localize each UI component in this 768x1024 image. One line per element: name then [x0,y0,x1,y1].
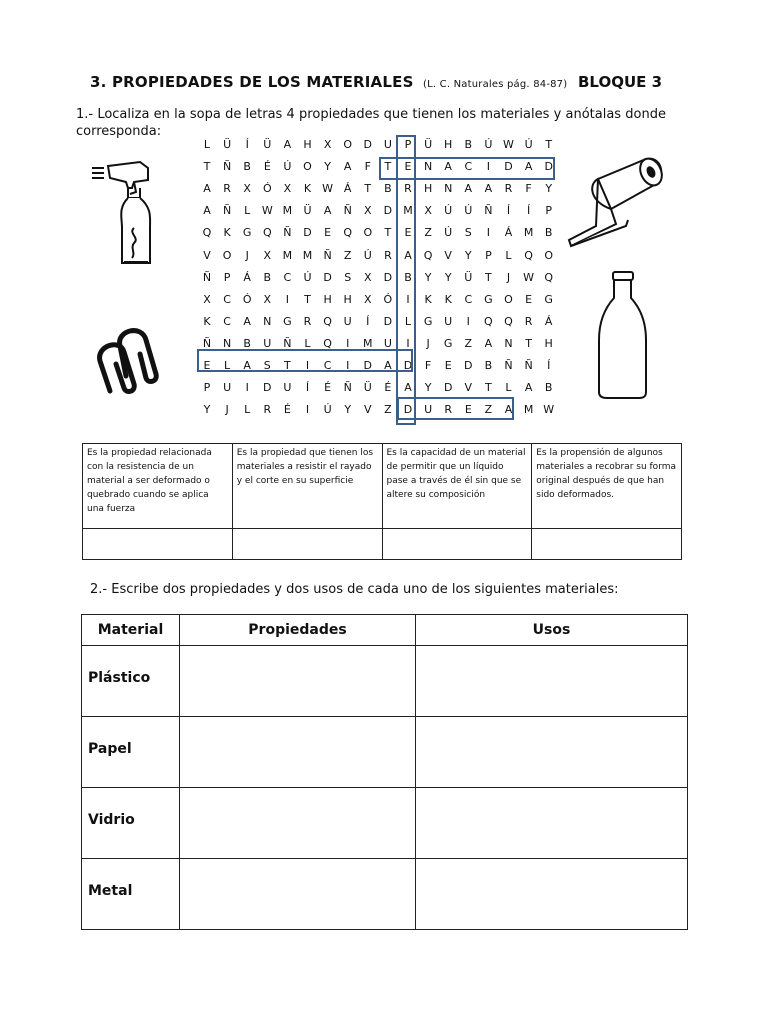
grid-letter: Ó [383,292,393,306]
grid-letter: Ñ [343,204,352,218]
grid-letter: I [305,359,310,372]
grid-letter: P [223,270,231,284]
grid-letter: E [324,226,332,240]
grid-letter: Í [547,359,551,372]
grid-letter: O [222,248,232,262]
grid-letter: O [504,292,513,306]
grid-letter: D [303,226,312,240]
grid-letter: B [263,270,272,284]
title-text: 3. PROPIEDADES DE LOS MATERIALES [90,73,414,91]
grid-letter: Q [544,270,554,284]
grid-letter: L [224,359,231,372]
grid-letter: K [223,226,231,240]
grid-letter: M [403,204,413,218]
grid-letter: M [523,403,534,417]
grid-letter: L [244,403,251,417]
grid-letter: U [283,381,292,395]
grid-letter: Y [424,270,432,284]
grid-letter: S [263,359,271,372]
grid-letter: A [504,403,513,417]
grid-letter: Q [343,226,353,240]
properties-cell[interactable] [180,717,416,788]
grid-letter: T [525,336,532,350]
paper-clips-icon [90,316,170,401]
grid-letter: M [523,226,534,240]
grid-letter: Í [366,314,370,328]
grid-letter: É [324,381,332,395]
grid-letter: Á [343,182,352,196]
grid-letter: I [346,336,350,350]
grid-letter: X [263,248,272,262]
grid-letter: P [485,248,492,262]
answer-cell[interactable] [382,529,532,560]
definition-cell: Es la propiedad que tienen los materiales a resistir el rayado y el corte en su superficie [232,444,382,529]
grid-letter: T [203,160,211,174]
grid-letter: F [525,182,532,196]
grid-letter: X [364,270,372,284]
grid-letter: X [323,138,332,151]
grid-letter: A [243,314,251,328]
grid-letter: F [364,160,371,174]
grid-letter: O [303,160,312,174]
grid-letter: A [444,160,452,174]
spray-bottle-icon [88,158,168,273]
grid-letter: X [424,204,432,218]
grid-letter: D [323,270,332,284]
grid-letter: L [244,204,251,218]
grid-letter: J [506,270,511,284]
grid-letter: T [364,182,372,196]
grid-letter: Z [424,226,432,240]
grid-letter: D [263,381,272,395]
grid-letter: Á [544,314,553,328]
grid-letter: X [364,292,372,306]
grid-letter: Y [464,248,472,262]
grid-letter: G [283,314,292,328]
grid-letter: Ü [303,204,312,218]
grid-letter: N [423,160,433,174]
grid-letter: C [464,160,473,174]
grid-letter: E [525,292,533,306]
grid-letter: Ú [444,226,453,240]
grid-letter: R [524,314,533,328]
grid-letter: H [544,336,553,350]
grid-letter: M [282,204,293,218]
grid-letter: I [486,160,491,174]
grid-letter: R [504,182,513,196]
grid-letter: V [203,248,211,262]
grid-letter: Ü [263,138,272,151]
grid-letter: B [544,226,553,240]
highlight-dureza [397,397,514,420]
grid-letter: O [343,138,353,151]
grid-letter: V [364,403,372,417]
grid-letter: Q [323,314,332,328]
grid-letter: U [343,314,352,328]
grid-letter: M [302,248,313,262]
grid-letter: W [261,204,273,218]
materials-table [81,614,688,930]
grid-letter: E [203,359,211,372]
grid-letter: Á [243,270,251,284]
title-reference: (L. C. Naturales pág. 84-87) [423,79,568,90]
grid-letter: Í [245,138,249,151]
grid-letter: A [203,204,211,218]
grid-letter: Ñ [524,359,533,372]
grid-letter: J [426,336,430,350]
grid-letter: O [544,248,554,262]
grid-letter: Y [545,182,553,196]
grid-letter: Z [464,336,473,350]
grid-letter: Í [506,204,511,218]
grid-letter: A [323,204,332,218]
grid-letter: H [303,138,312,151]
grid-letter: I [346,359,350,372]
grid-letter: G [423,314,433,328]
exercise1-line2: corresponda: [76,124,162,139]
grid-letter: Ü [223,138,232,151]
highlight-tenacidad [379,157,555,180]
grid-letter: Í [526,204,531,218]
exercise1-line1: 1.- Localiza en la sopa de letras 4 propiedades que tienen los materiales y anótalas donde [76,107,666,122]
grid-letter: N [444,182,453,196]
grid-letter: Y [444,270,452,284]
grid-letter: Ñ [484,204,493,218]
grid-letter: L [404,314,412,328]
grid-letter: M [363,336,373,350]
uses-cell[interactable] [416,646,688,717]
grid-letter: Ü [424,138,433,151]
grid-letter: R [384,248,392,262]
grid-letter: C [323,359,332,372]
grid-letter: B [404,270,412,284]
header-uses: Usos [416,615,688,646]
grid-letter: B [544,381,553,395]
grid-letter: Ú [484,138,493,151]
grid-letter: K [203,314,211,328]
grid-letter: G [544,292,553,306]
grid-letter: D [363,359,373,372]
grid-letter: D [383,204,393,218]
grid-letter: L [203,138,211,151]
grid-letter: D [403,403,413,417]
grid-letter: A [243,359,251,372]
answer-cell[interactable] [83,529,233,560]
grid-letter: Z [384,403,392,417]
grid-letter: E [404,160,412,174]
grid-letter: N [222,336,232,350]
grid-letter: D [504,160,513,174]
grid-letter: J [225,403,229,417]
grid-letter: U [383,138,392,151]
grid-letter: D [363,138,373,151]
grid-letter: É [283,403,291,417]
grid-letter: I [245,381,249,395]
uses-cell[interactable] [416,788,688,859]
answer-cell[interactable] [532,529,682,560]
grid-letter: Ü [464,270,473,284]
grid-letter: E [464,403,472,417]
grid-letter: I [406,336,410,350]
grid-letter: Ñ [283,336,292,350]
material-name: Vidrio [82,788,180,859]
grid-letter: W [503,138,514,151]
grid-letter: H [343,292,352,306]
grid-letter: H [423,182,433,196]
definitions-table [82,443,682,560]
grid-letter: C [464,292,473,306]
grid-letter: É [384,381,392,395]
grid-letter: Ú [283,160,292,174]
grid-letter: C [223,314,231,328]
grid-letter: I [305,403,310,417]
grid-letter: Ñ [222,160,232,174]
definition-cell: Es la propiedad relacionada con la resistencia de un material a ser deformado o quebrado cuando se aplica una fuerza [83,444,233,529]
grid-letter: M [282,248,293,262]
grid-letter: Ú [363,248,372,262]
grid-letter: L [505,381,512,395]
grid-letter: G [242,226,252,240]
grid-letter: H [323,292,332,306]
grid-letter: A [384,359,392,372]
grid-letter: Ñ [283,226,292,240]
grid-letter: A [203,182,211,196]
grid-letter: X [263,292,272,306]
grid-letter: C [223,292,231,306]
grid-letter: Z [484,403,493,417]
highlight-elasticidad [197,349,413,372]
grid-letter: Y [344,403,352,417]
grid-letter: N [504,336,513,350]
grid-letter: P [545,204,552,218]
grid-letter: Y [424,381,432,395]
grid-letter: C [283,270,292,284]
grid-letter: V [444,248,452,262]
grid-letter: Y [324,160,331,174]
grid-letter: R [303,314,312,328]
grid-letter: I [406,292,410,306]
properties-cell[interactable] [180,646,416,717]
grid-letter: U [263,336,272,350]
grid-letter: Ñ [202,336,212,350]
grid-letter: Q [202,226,212,240]
grid-letter: Ú [464,204,473,218]
grid-letter: R [444,403,453,417]
grid-letter: U [444,314,453,328]
grid-letter: Z [343,248,352,262]
grid-letter: Ú [444,204,453,218]
grid-letter: S [464,226,472,240]
grid-letter: I [466,314,470,328]
paper-roll-icon [566,154,676,254]
grid-letter: G [443,336,453,350]
grid-letter: U [424,403,433,417]
grid-letter: V [464,381,473,395]
grid-letter: Á [504,226,513,240]
grid-letter: E [404,226,412,240]
properties-cell[interactable] [180,788,416,859]
grid-letter: T [284,359,291,372]
grid-letter: Q [504,314,513,328]
grid-letter: B [243,336,251,350]
glass-bottle-icon [595,270,650,400]
grid-letter: Ú [303,270,312,284]
grid-letter: G [484,292,493,306]
grid-letter: L [505,248,512,262]
grid-letter: É [263,160,271,174]
grid-letter: O [363,226,373,240]
grid-letter: X [203,292,211,306]
grid-letter: I [285,292,290,306]
grid-letter: F [424,359,432,372]
grid-letter: D [464,359,473,372]
grid-letter: R [223,182,231,196]
grid-letter: K [444,292,452,306]
grid-letter: B [243,160,251,174]
properties-cell[interactable] [180,859,416,930]
grid-letter: X [364,204,372,218]
exercise2-instruction: 2.- Escribe dos propiedades y dos usos de cada uno de los siguientes materiales: [90,582,619,597]
grid-letter: Q [423,248,433,262]
grid-letter: D [403,359,413,372]
grid-letter: B [484,359,493,372]
grid-letter: Ú [524,138,533,151]
grid-letter: A [283,138,292,151]
grid-letter: D [544,160,553,174]
grid-letter: A [464,182,473,196]
grid-letter: T [545,138,553,151]
grid-letter: Ó [242,292,252,306]
grid-letter: Q [484,314,493,328]
grid-letter: U [383,336,392,350]
grid-letter: P [203,381,211,395]
grid-letter: Ñ [504,359,513,372]
grid-letter: Q [524,248,533,262]
material-name: Metal [82,859,180,930]
answer-cell[interactable] [232,529,382,560]
grid-letter: X [243,182,251,196]
uses-cell[interactable] [416,859,688,930]
block-label: BLOQUE 3 [578,73,663,91]
grid-letter: X [283,182,292,196]
grid-letter: P [404,138,412,151]
grid-letter: K [303,182,312,196]
grid-letter: I [486,226,491,240]
grid-letter: A [343,160,352,174]
grid-letter: R [404,182,412,196]
grid-letter: W [322,182,334,196]
grid-letter: Ñ [202,270,212,284]
grid-letter: T [384,160,392,174]
grid-letter: Í [305,381,310,395]
grid-letter: A [484,336,493,350]
grid-letter: S [344,270,352,284]
grid-letter: Ñ [323,248,332,262]
definition-cell: Es la capacidad de un material de permitir que un líquido pase a través de él sin que se altere su composición [382,444,532,529]
grid-letter: K [424,292,432,306]
material-name: Plástico [82,646,180,717]
grid-letter: Q [262,226,272,240]
grid-letter: A [524,160,533,174]
grid-letter: A [524,381,533,395]
grid-letter: Ó [262,182,272,196]
grid-letter: D [383,270,393,284]
grid-letter: N [263,314,272,328]
grid-letter: U [223,381,232,395]
grid-letter: J [245,248,249,262]
grid-letter: Y [203,403,211,417]
grid-letter: T [304,292,311,306]
grid-letter: B [384,182,392,196]
grid-letter: W [523,270,535,284]
uses-cell[interactable] [416,717,688,788]
grid-letter: Ñ [222,204,232,218]
material-name: Papel [82,717,180,788]
grid-letter: A [404,248,412,262]
grid-letter: R [263,403,272,417]
grid-letter: Ü [363,381,372,395]
grid-letter: A [484,182,493,196]
grid-letter: A [404,381,412,395]
grid-letter: D [383,314,393,328]
grid-letter: W [543,403,555,417]
grid-letter: E [444,359,452,372]
worksheet-title [90,73,567,91]
grid-letter: Q [323,336,332,350]
grid-letter: L [304,336,311,350]
grid-letter: T [485,381,492,395]
grid-letter: D [443,381,453,395]
header-material: Material [82,615,180,646]
grid-letter: B [464,138,473,151]
definition-cell: Es la propensión de algunos materiales a recobrar su forma original después de que han sido deformados. [532,444,682,529]
grid-letter: H [444,138,453,151]
grid-letter: T [384,226,392,240]
grid-letter: Ú [323,403,332,417]
grid-letter: T [485,270,492,284]
grid-letter: Ñ [343,381,352,395]
header-properties: Propiedades [180,615,416,646]
